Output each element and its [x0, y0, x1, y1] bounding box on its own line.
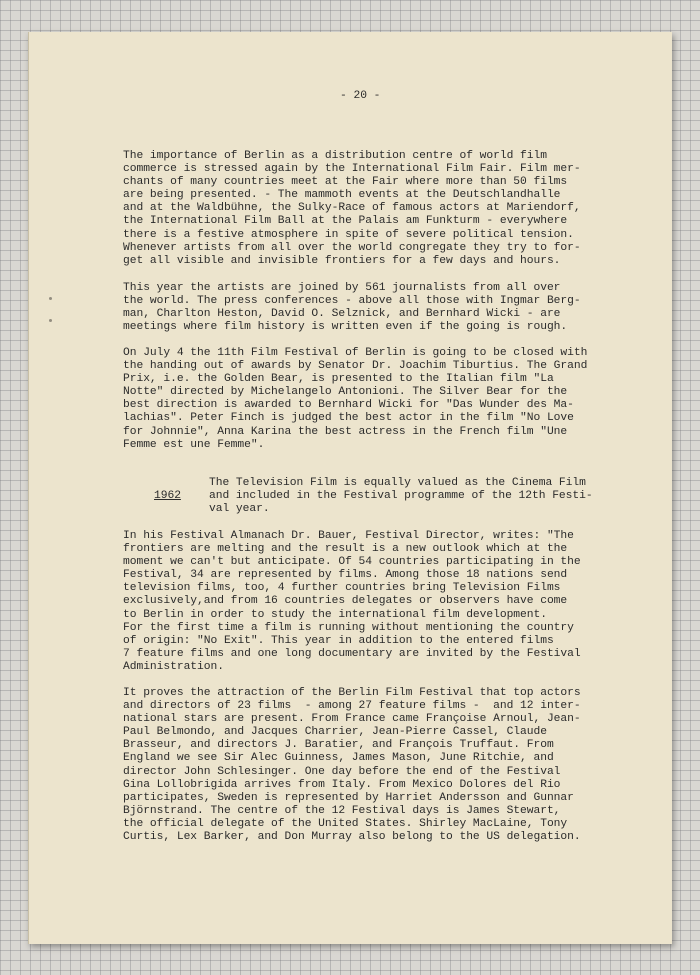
paragraph-journalists: This year the artists are joined by 561 journalists from all over the world. The press conferences - above all those with Ingmar Berg- man, Charlton Heston, David O. Selznick, and Bernhard Wicki - are meetings where film history is written even if the going is rough.: [123, 282, 581, 334]
paragraph-festival-awards: On July 4 the 11th Film Festival of Berlin is going to be closed with the handing out of awards by Senator Dr. Joachim Tiburtius. The Grand Prix, i.e. the Golden Bear, is presented to the Italian film "La Notte" directed by Michelangelo Antonioni. The Silver Bear for the best direction is awarded to Bernhard Wicki for "Das Wunder des Ma- lachias". Peter Finch is judged the best actor in the film "No Love for Johnnie", Anna Karina the best actress in the French film "Une Femme est une Femme".: [123, 347, 588, 451]
page-number: - 20 -: [340, 90, 381, 102]
year-heading: 1962: [154, 490, 181, 502]
punch-hole-mark: [49, 297, 52, 300]
paragraph-television-film: The Television Film is equally valued as the Cinema Film and included in the Festival programme of the 12th Festi- val year.: [209, 477, 593, 516]
punch-hole-mark: [49, 319, 52, 322]
paragraph-stars-present: It proves the attraction of the Berlin Film Festival that top actors and directors of 23 films - among 27 feature films - and 12 inter- national stars are present. From France came Françoise Arnoul, Jean- Paul Belmondo, and Jacques Charrier, Jean-Pierre Cassel, Claude Brasseur, and directors J. Baratier, and François Truffaut. From England we see Sir Alec Guinness, James Mason, June Ritchie, and director John Schlesinger. One day before the end of the Festival Gina Lollobrigida arrives from Italy. From Mexico Dolores del Rio participates, Sweden is represented by Harriet Andersson and Gunnar Björnstrand. The centre of the 12 Festival days is James Stewart, the official delegate of the United States. Shirley MacLaine, Tony Curtis, Lex Barker, and Don Murray also belong to the US delegation.: [123, 687, 581, 844]
paragraph-festival-almanach: In his Festival Almanach Dr. Bauer, Festival Director, writes: "The frontiers are melting and the result is a new outlook which at the moment we can't but anticipate. Of 54 countries participating in the Festival, 34 are represented by films. Among those 18 nations send television films, too, 4 further countries bring Television Films exclusively,and from 16 countries delegates or observers have come to Berlin in order to study the international film development. For the first time a film is running without mentioning the country of origin: "No Exit". This year in addition to the entered films 7 feature films and one long documentary are invited by the Festival Administration.: [123, 530, 581, 673]
paragraph-film-fair: The importance of Berlin as a distribution centre of world film commerce is stressed again by the International Film Fair. Film mer- chants of many countries meet at the Fair where more than 50 films are being presented. - The mammoth events at the Deutschlandhalle and at the Waldbühne, the Sulky-Race of famous actors at Mariendorf, the International Film Ball at the Palais am Funkturm - everywhere there is a festive atmosphere in spite of severe political tension. Whenever artists from all over the world congregate they try to for- get all visible and invisible frontiers for a few days and hours.: [123, 150, 581, 267]
